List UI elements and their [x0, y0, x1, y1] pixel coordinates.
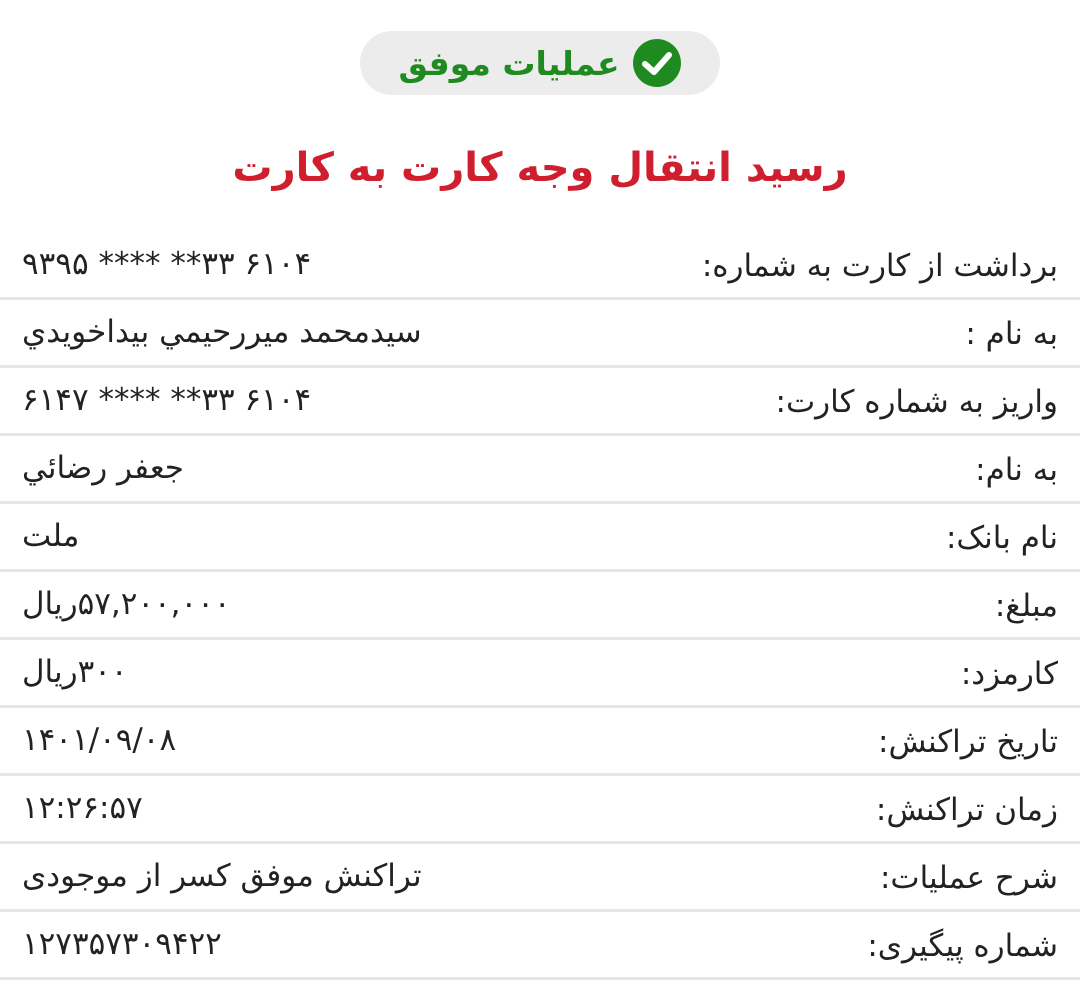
row-value: ۱۴۰۱/۰۹/۰۸	[22, 722, 177, 758]
check-circle-icon	[632, 38, 682, 88]
row-label: تاریخ تراکنش:	[878, 724, 1058, 760]
row-label: به نام:	[975, 452, 1058, 488]
row-label: شماره پیگیری:	[867, 928, 1058, 964]
row-date	[0, 708, 1080, 776]
row-label: زمان تراکنش:	[875, 792, 1058, 828]
row-value: جعفر رضائي	[22, 450, 184, 486]
row-destination-name	[0, 436, 1080, 504]
row-label: مبلغ:	[994, 588, 1058, 624]
row-value: ۱۲۷۳۵۷۳۰۹۴۲۲	[22, 926, 222, 962]
row-value: ۱۲:۲۶:۵۷	[22, 790, 143, 826]
row-label: به نام :	[965, 316, 1058, 352]
row-description	[0, 844, 1080, 912]
row-value: ۵۷,۲۰۰,۰۰۰ریال	[22, 586, 231, 622]
row-value: تراکنش موفق کسر از موجودی	[22, 858, 422, 894]
row-source-name	[0, 300, 1080, 368]
row-fee	[0, 640, 1080, 708]
row-amount	[0, 572, 1080, 640]
row-value: سيدمحمد ميررحيمي بيداخويدي	[22, 314, 422, 350]
status-text: عملیات موفق	[398, 43, 620, 83]
row-time	[0, 776, 1080, 844]
row-label: برداشت از کارت به شماره:	[701, 248, 1058, 284]
row-value: ۶۱۰۴ ۳۳** **** ۶۱۴۷	[22, 382, 312, 418]
row-value: ۶۱۰۴ ۳۳** **** ۹۳۹۵	[22, 246, 312, 282]
row-label: شرح عملیات:	[879, 860, 1058, 896]
row-destination-card	[0, 368, 1080, 436]
row-source-card	[0, 232, 1080, 300]
row-tracking-number	[0, 912, 1080, 980]
row-label: کارمزد:	[960, 656, 1058, 692]
receipt-details	[0, 232, 1080, 980]
row-bank-name	[0, 504, 1080, 572]
row-value: ۳۰۰ریال	[22, 654, 128, 690]
row-label: واریز به شماره کارت:	[775, 384, 1058, 420]
row-value: ملت	[22, 518, 80, 554]
row-label: نام بانک:	[945, 520, 1058, 556]
receipt-title: رسید انتقال وجه کارت به کارت	[232, 145, 848, 191]
status-badge	[360, 31, 720, 95]
